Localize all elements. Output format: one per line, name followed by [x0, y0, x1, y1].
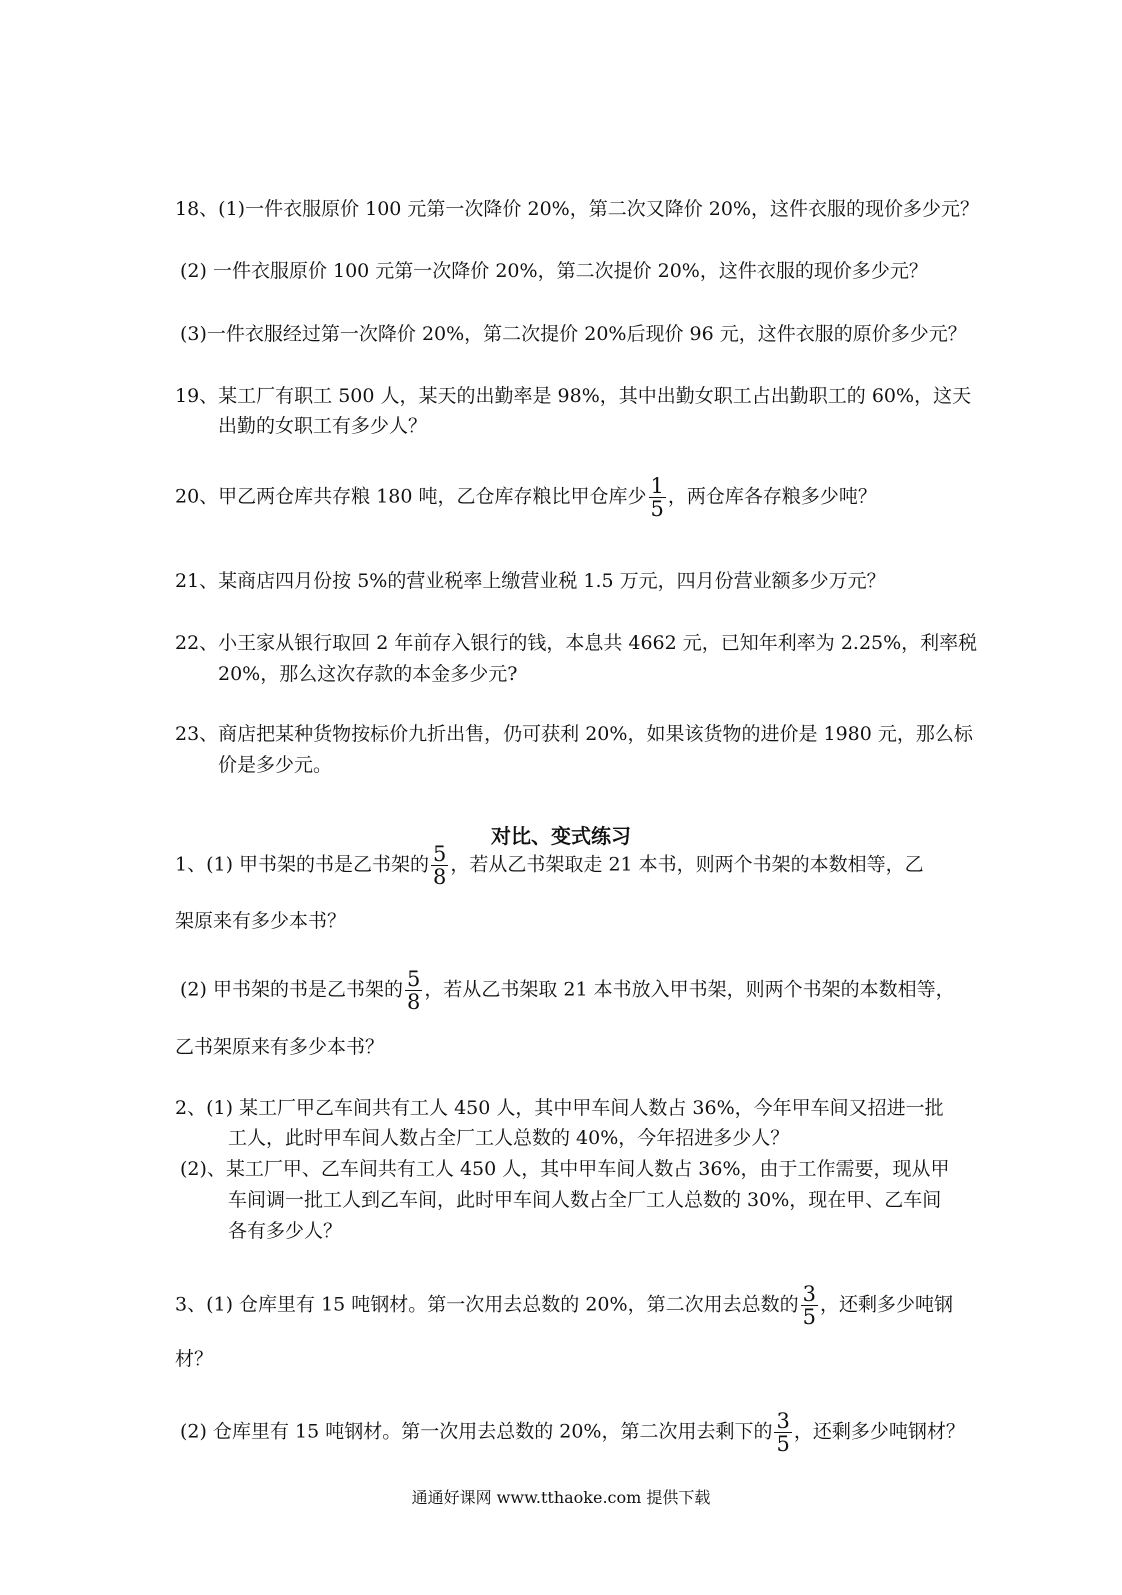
problem-18-part-2: (2) 一件衣服原价 100 元第一次降价 20%，第二次提价 20%，这件衣服的现价多少元？: [180, 260, 928, 282]
practice-1-2-text-before: (2) 甲书架的书是乙书架的: [180, 978, 403, 1001]
practice-1-part-2-line-2: 乙书架原来有多少本书？: [175, 1036, 385, 1058]
fraction-five-eighths: [405, 968, 422, 1013]
practice-2-part-1-line-1: 2、(1) 某工厂甲乙车间共有工人 450 人，其中甲车间人数占 36%，今年甲车间又招进一批: [175, 1097, 944, 1119]
problem-20-text-after: ，两仓库各存粮多少吨？: [667, 485, 877, 508]
fraction-three-fifths: [774, 1410, 791, 1455]
fraction-numerator: 3: [802, 1282, 816, 1306]
fraction-numerator: 5: [433, 842, 447, 866]
fraction-five-eighths: [431, 843, 448, 888]
practice-3-1-text-after: ，还剩多少吨钢: [819, 1293, 953, 1316]
fraction-one-fifth: [649, 475, 666, 520]
practice-3-part-2: [180, 1410, 965, 1455]
practice-1-part-2: [180, 968, 955, 1013]
problem-23-line-2: 价是多少元。: [218, 754, 333, 776]
practice-3-part-1-line-2: 材？: [175, 1348, 214, 1370]
fraction-denominator: 8: [406, 990, 421, 1015]
fraction-numerator: 3: [776, 1409, 790, 1433]
problem-18-part-1: 18、(1)一件衣服原价 100 元第一次降价 20%，第二次又降价 20%，这件衣服的现价多少元？: [175, 198, 979, 220]
practice-1-part-1-line-2: 架原来有多少本书？: [175, 910, 347, 932]
page-footer: 通通好课网 www.tthaoke.com 提供下载: [411, 1488, 711, 1507]
fraction-denominator: 8: [433, 865, 447, 890]
practice-2-part-2-line-3: 各有多少人？: [228, 1220, 343, 1242]
practice-3-part-1: [175, 1283, 953, 1328]
problem-18-part-3: (3)一件衣服经过第一次降价 20%，第二次提价 20%后现价 96 元，这件衣服的原价多少元？: [180, 323, 967, 345]
section-title: 对比、变式练习: [491, 824, 631, 848]
problem-22-line-2: 20%，那么这次存款的本金多少元?: [218, 663, 518, 685]
problem-20: [175, 475, 877, 520]
practice-2-part-1-line-2: 工人，此时甲车间人数占全厂工人总数的 40%，今年招进多少人？: [228, 1127, 790, 1149]
problem-20-text-before: 20、甲乙两仓库共存粮 180 吨，乙仓库存粮比甲仓库少: [175, 485, 647, 508]
problem-19-line-1: 19、某工厂有职工 500 人，某天的出勤率是 98%，其中出勤女职工占出勤职工的 60%，这天: [175, 385, 972, 407]
practice-2-part-2-line-2: 车间调一批工人到乙车间，此时甲车间人数占全厂工人总数的 30%，现在甲、乙车间: [228, 1189, 942, 1211]
fraction-denominator: 5: [802, 1305, 816, 1330]
practice-3-2-text-after: ，还剩多少吨钢材？: [793, 1420, 965, 1443]
problem-21: 21、某商店四月份按 5%的营业税率上缴营业税 1.5 万元，四月份营业额多少万元？: [175, 570, 886, 592]
fraction-numerator: 5: [406, 967, 421, 991]
practice-1-2-text-after: ，若从乙书架取 21 本书放入甲书架，则两个书架的本数相等，: [424, 978, 955, 1001]
practice-2-part-2-line-1: (2)、某工厂甲、乙车间共有工人 450 人，其中甲车间人数占 36%，由于工作需要，现从甲: [180, 1158, 950, 1180]
fraction-numerator: 1: [650, 474, 664, 498]
problem-23-line-1: 23、商店把某种货物按标价九折出售，仍可获利 20%，如果该货物的进价是 1980 元，那么标: [175, 723, 973, 745]
practice-3-2-text-before: (2) 仓库里有 15 吨钢材。第一次用去总数的 20%，第二次用去剩下的: [180, 1420, 773, 1443]
fraction-three-fifths: [801, 1283, 818, 1328]
practice-1-1-text-before: 1、(1) 甲书架的书是乙书架的: [175, 853, 430, 876]
problem-19-line-2: 出勤的女职工有多少人？: [218, 415, 428, 437]
practice-1-1-text-after: ，若从乙书架取走 21 本书，则两个书架的本数相等，乙: [450, 853, 924, 876]
practice-3-1-text-before: 3、(1) 仓库里有 15 吨钢材。第一次用去总数的 20%，第二次用去总数的: [175, 1293, 799, 1316]
practice-1-part-1: [175, 843, 924, 888]
fraction-denominator: 5: [650, 497, 664, 522]
problem-22-line-1: 22、小王家从银行取回 2 年前存入银行的钱，本息共 4662 元，已知年利率为 2.25%，利率税: [175, 632, 978, 654]
fraction-denominator: 5: [776, 1432, 790, 1457]
